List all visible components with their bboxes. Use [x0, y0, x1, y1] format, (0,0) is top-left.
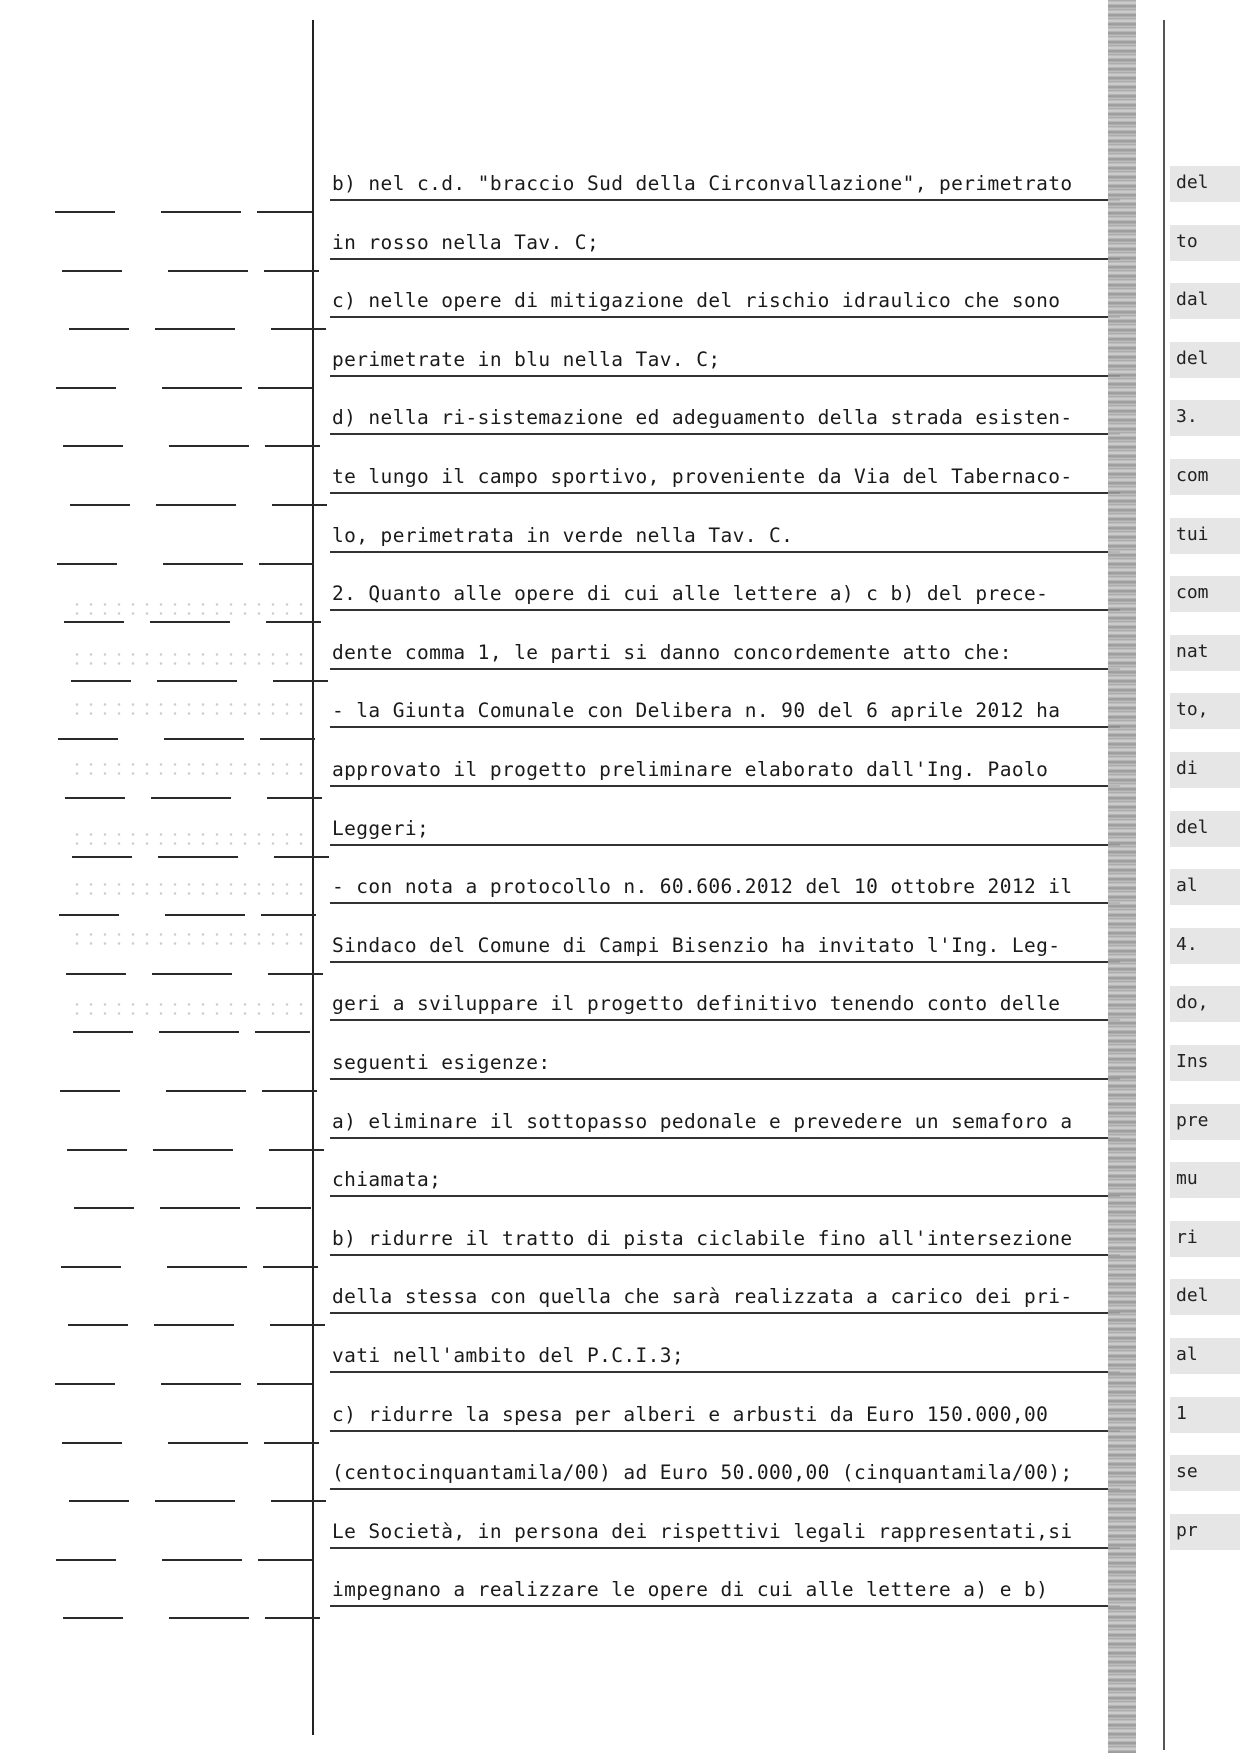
margin-dash [165, 914, 245, 916]
margin-dash [152, 973, 232, 975]
text-underline [330, 1254, 1120, 1256]
margin-dash [257, 1383, 312, 1385]
margin-dash [67, 1149, 127, 1151]
margin-dash [69, 328, 129, 330]
scan-speckle [70, 1000, 310, 1018]
margin-dash [56, 1559, 116, 1561]
text-line: approvato il progetto preliminare elaborato dall'Ing. Paolo [332, 758, 1049, 781]
margin-dash [273, 680, 328, 682]
text-underline [330, 785, 1120, 787]
margin-dash [63, 1617, 123, 1619]
margin-dash [162, 1559, 242, 1561]
text-underline [330, 433, 1120, 435]
right-fragment: com [1176, 582, 1209, 604]
margin-dash [62, 270, 122, 272]
margin-dash [63, 445, 123, 447]
text-line: chiamata; [332, 1168, 442, 1192]
text-underline [330, 1312, 1120, 1314]
margin-dash [60, 1090, 120, 1092]
margin-dash [168, 270, 248, 272]
text-underline [330, 844, 1120, 846]
margin-dash [74, 1207, 134, 1209]
right-fragment: 3. [1176, 406, 1198, 428]
right-fragment: Ins [1176, 1051, 1209, 1072]
text-line: (centocinquantamila/00) ad Euro 50.000,00 (cinquantamila/00); [332, 1461, 1073, 1485]
margin-dash [259, 563, 314, 565]
text-underline [330, 668, 1120, 670]
margin-dash [70, 504, 130, 506]
text-underline [330, 1430, 1120, 1432]
binding-shadow [1108, 0, 1136, 1753]
margin-dash [66, 973, 126, 975]
margin-dash [161, 1383, 241, 1385]
margin-dash [274, 856, 329, 858]
right-fragment: tui [1176, 523, 1209, 545]
margin-dash [150, 621, 230, 623]
text-line: geri a sviluppare il progetto definitivo tenendo conto delle [332, 992, 1061, 1016]
margin-dash [55, 1383, 115, 1385]
text-line: impegnano a realizzare le opere di cui alle lettere a) e b) [332, 1578, 1049, 1602]
margin-dash [69, 1500, 129, 1502]
text-underline [330, 316, 1120, 318]
text-underline [330, 1371, 1120, 1373]
margin-dash [263, 1266, 318, 1268]
right-fragment: del [1176, 172, 1209, 193]
left-margin-rule [312, 20, 314, 1735]
text-line: b) nel c.d. "braccio Sud della Circonvallazione", perimetrato [332, 172, 1073, 195]
margin-dash [64, 621, 124, 623]
text-underline [330, 1019, 1120, 1021]
text-underline [330, 492, 1120, 494]
right-fragment: to, [1176, 699, 1209, 721]
margin-dash [155, 1500, 235, 1502]
margin-dash [256, 1207, 311, 1209]
text-line: 2. Quanto alle opere di cui alle lettere a) c b) del prece- [332, 582, 1049, 606]
text-underline [330, 375, 1120, 377]
right-fragment: pr [1176, 1519, 1198, 1541]
text-line: Le Società, in persona dei rispettivi legali rappresentati,si [332, 1519, 1073, 1543]
margin-dash [264, 1442, 319, 1444]
margin-dash [262, 1090, 317, 1092]
scan-speckle [70, 650, 310, 668]
margin-dash [266, 621, 321, 623]
margin-dash [161, 211, 241, 213]
margin-dash [272, 504, 327, 506]
text-line: - con nota a protocollo n. 60.606.2012 del 10 ottobre 2012 il [332, 875, 1073, 899]
margin-dash [154, 1324, 234, 1326]
margin-dash [155, 328, 235, 330]
right-fragment: nat [1176, 640, 1209, 662]
text-line: b) ridurre il tratto di pista ciclabile fino all'intersezione [332, 1226, 1073, 1250]
margin-dash [269, 1149, 324, 1151]
margin-dash [62, 1442, 122, 1444]
margin-dash [271, 328, 326, 330]
right-fragment: 1 [1176, 1402, 1187, 1424]
text-underline [330, 902, 1120, 904]
margin-dash [169, 445, 249, 447]
margin-dash [65, 797, 125, 799]
margin-dash [158, 856, 238, 858]
margin-dash [151, 797, 231, 799]
scan-speckle [70, 880, 310, 898]
margin-dash [58, 738, 118, 740]
right-fragment: com [1176, 465, 1209, 486]
text-line: della stessa con quella che sarà realizzata a carico dei pri- [332, 1285, 1073, 1309]
text-underline [330, 1078, 1120, 1080]
text-underline [330, 609, 1120, 611]
margin-dash [265, 1617, 320, 1619]
scan-speckle [70, 700, 310, 718]
right-fragment: to [1176, 230, 1198, 252]
text-line: d) nella ri-sistemazione ed adeguamento della strada esisten- [332, 406, 1073, 430]
text-underline [330, 199, 1120, 201]
text-underline [330, 726, 1120, 728]
text-line: dente comma 1, le parti si danno concordemente atto che: [332, 640, 1012, 664]
text-line: te lungo il campo sportivo, proveniente da Via del Tabernaco- [332, 465, 1073, 488]
right-fragment: di [1176, 758, 1198, 779]
right-fragment: dal [1176, 289, 1209, 311]
margin-dash [162, 387, 242, 389]
margin-dash [166, 1090, 246, 1092]
margin-dash [71, 680, 131, 682]
margin-dash [153, 1149, 233, 1151]
margin-dash [255, 1031, 310, 1033]
text-underline [330, 551, 1120, 553]
text-underline [330, 1195, 1120, 1197]
text-line: a) eliminare il sottopasso pedonale e prevedere un semaforo a [332, 1109, 1073, 1133]
text-underline [330, 1605, 1120, 1607]
margin-dash [72, 856, 132, 858]
right-fragment: al [1176, 875, 1198, 897]
margin-dash [57, 563, 117, 565]
scan-speckle [70, 830, 310, 848]
text-underline [330, 1137, 1120, 1139]
margin-dash [258, 1559, 313, 1561]
margin-dash [160, 1207, 240, 1209]
text-line: vati nell'ambito del P.C.I.3; [332, 1344, 685, 1367]
margin-dash [163, 563, 243, 565]
margin-dash [55, 211, 115, 213]
text-line: c) nelle opere di mitigazione del rischio idraulico che sono [332, 289, 1061, 313]
margin-dash [59, 914, 119, 916]
scan-speckle [70, 600, 310, 618]
right-fragment: ri [1176, 1226, 1198, 1248]
margin-dash [261, 914, 316, 916]
margin-dash [169, 1617, 249, 1619]
margin-dash [56, 387, 116, 389]
margin-dash [257, 211, 312, 213]
margin-dash [73, 1031, 133, 1033]
margin-dash [258, 387, 313, 389]
margin-dash [267, 797, 322, 799]
right-fragment: do, [1176, 992, 1209, 1014]
right-fragment: del [1176, 347, 1209, 369]
margin-dash [159, 1031, 239, 1033]
text-line: perimetrate in blu nella Tav. C; [332, 347, 721, 371]
margin-dash [68, 1324, 128, 1326]
text-line: - la Giunta Comunale con Delibera n. 90 del 6 aprile 2012 ha [332, 699, 1061, 723]
text-line: Sindaco del Comune di Campi Bisenzio ha invitato l'Ing. Leg- [332, 933, 1061, 957]
text-underline [330, 961, 1120, 963]
margin-dash [268, 973, 323, 975]
margin-dash [156, 504, 236, 506]
margin-dash [168, 1442, 248, 1444]
right-fragment: del [1176, 816, 1209, 838]
text-line: c) ridurre la spesa per alberi e arbusti da Euro 150.000,00 [332, 1402, 1049, 1426]
margin-dash [264, 270, 319, 272]
text-line: seguenti esigenze: [332, 1051, 551, 1074]
right-fragment: al [1176, 1344, 1198, 1365]
scan-speckle [70, 930, 310, 948]
scan-speckle [70, 760, 310, 778]
right-fragment: 4. [1176, 933, 1198, 955]
margin-dash [270, 1324, 325, 1326]
margin-dash [260, 738, 315, 740]
margin-dash [61, 1266, 121, 1268]
margin-dash [157, 680, 237, 682]
text-underline [330, 1488, 1120, 1490]
margin-dash [271, 1500, 326, 1502]
text-line: in rosso nella Tav. C; [332, 230, 600, 254]
right-fragment: se [1176, 1461, 1198, 1483]
text-underline [330, 1547, 1120, 1549]
margin-dash [167, 1266, 247, 1268]
text-line: lo, perimetrata in verde nella Tav. C. [332, 523, 794, 547]
margin-dash [265, 445, 320, 447]
text-underline [330, 258, 1120, 260]
margin-dash [164, 738, 244, 740]
right-fragment: mu [1176, 1168, 1198, 1190]
text-line: Leggeri; [332, 816, 430, 840]
right-fragment: pre [1176, 1109, 1209, 1131]
right-fragment: del [1176, 1285, 1209, 1307]
